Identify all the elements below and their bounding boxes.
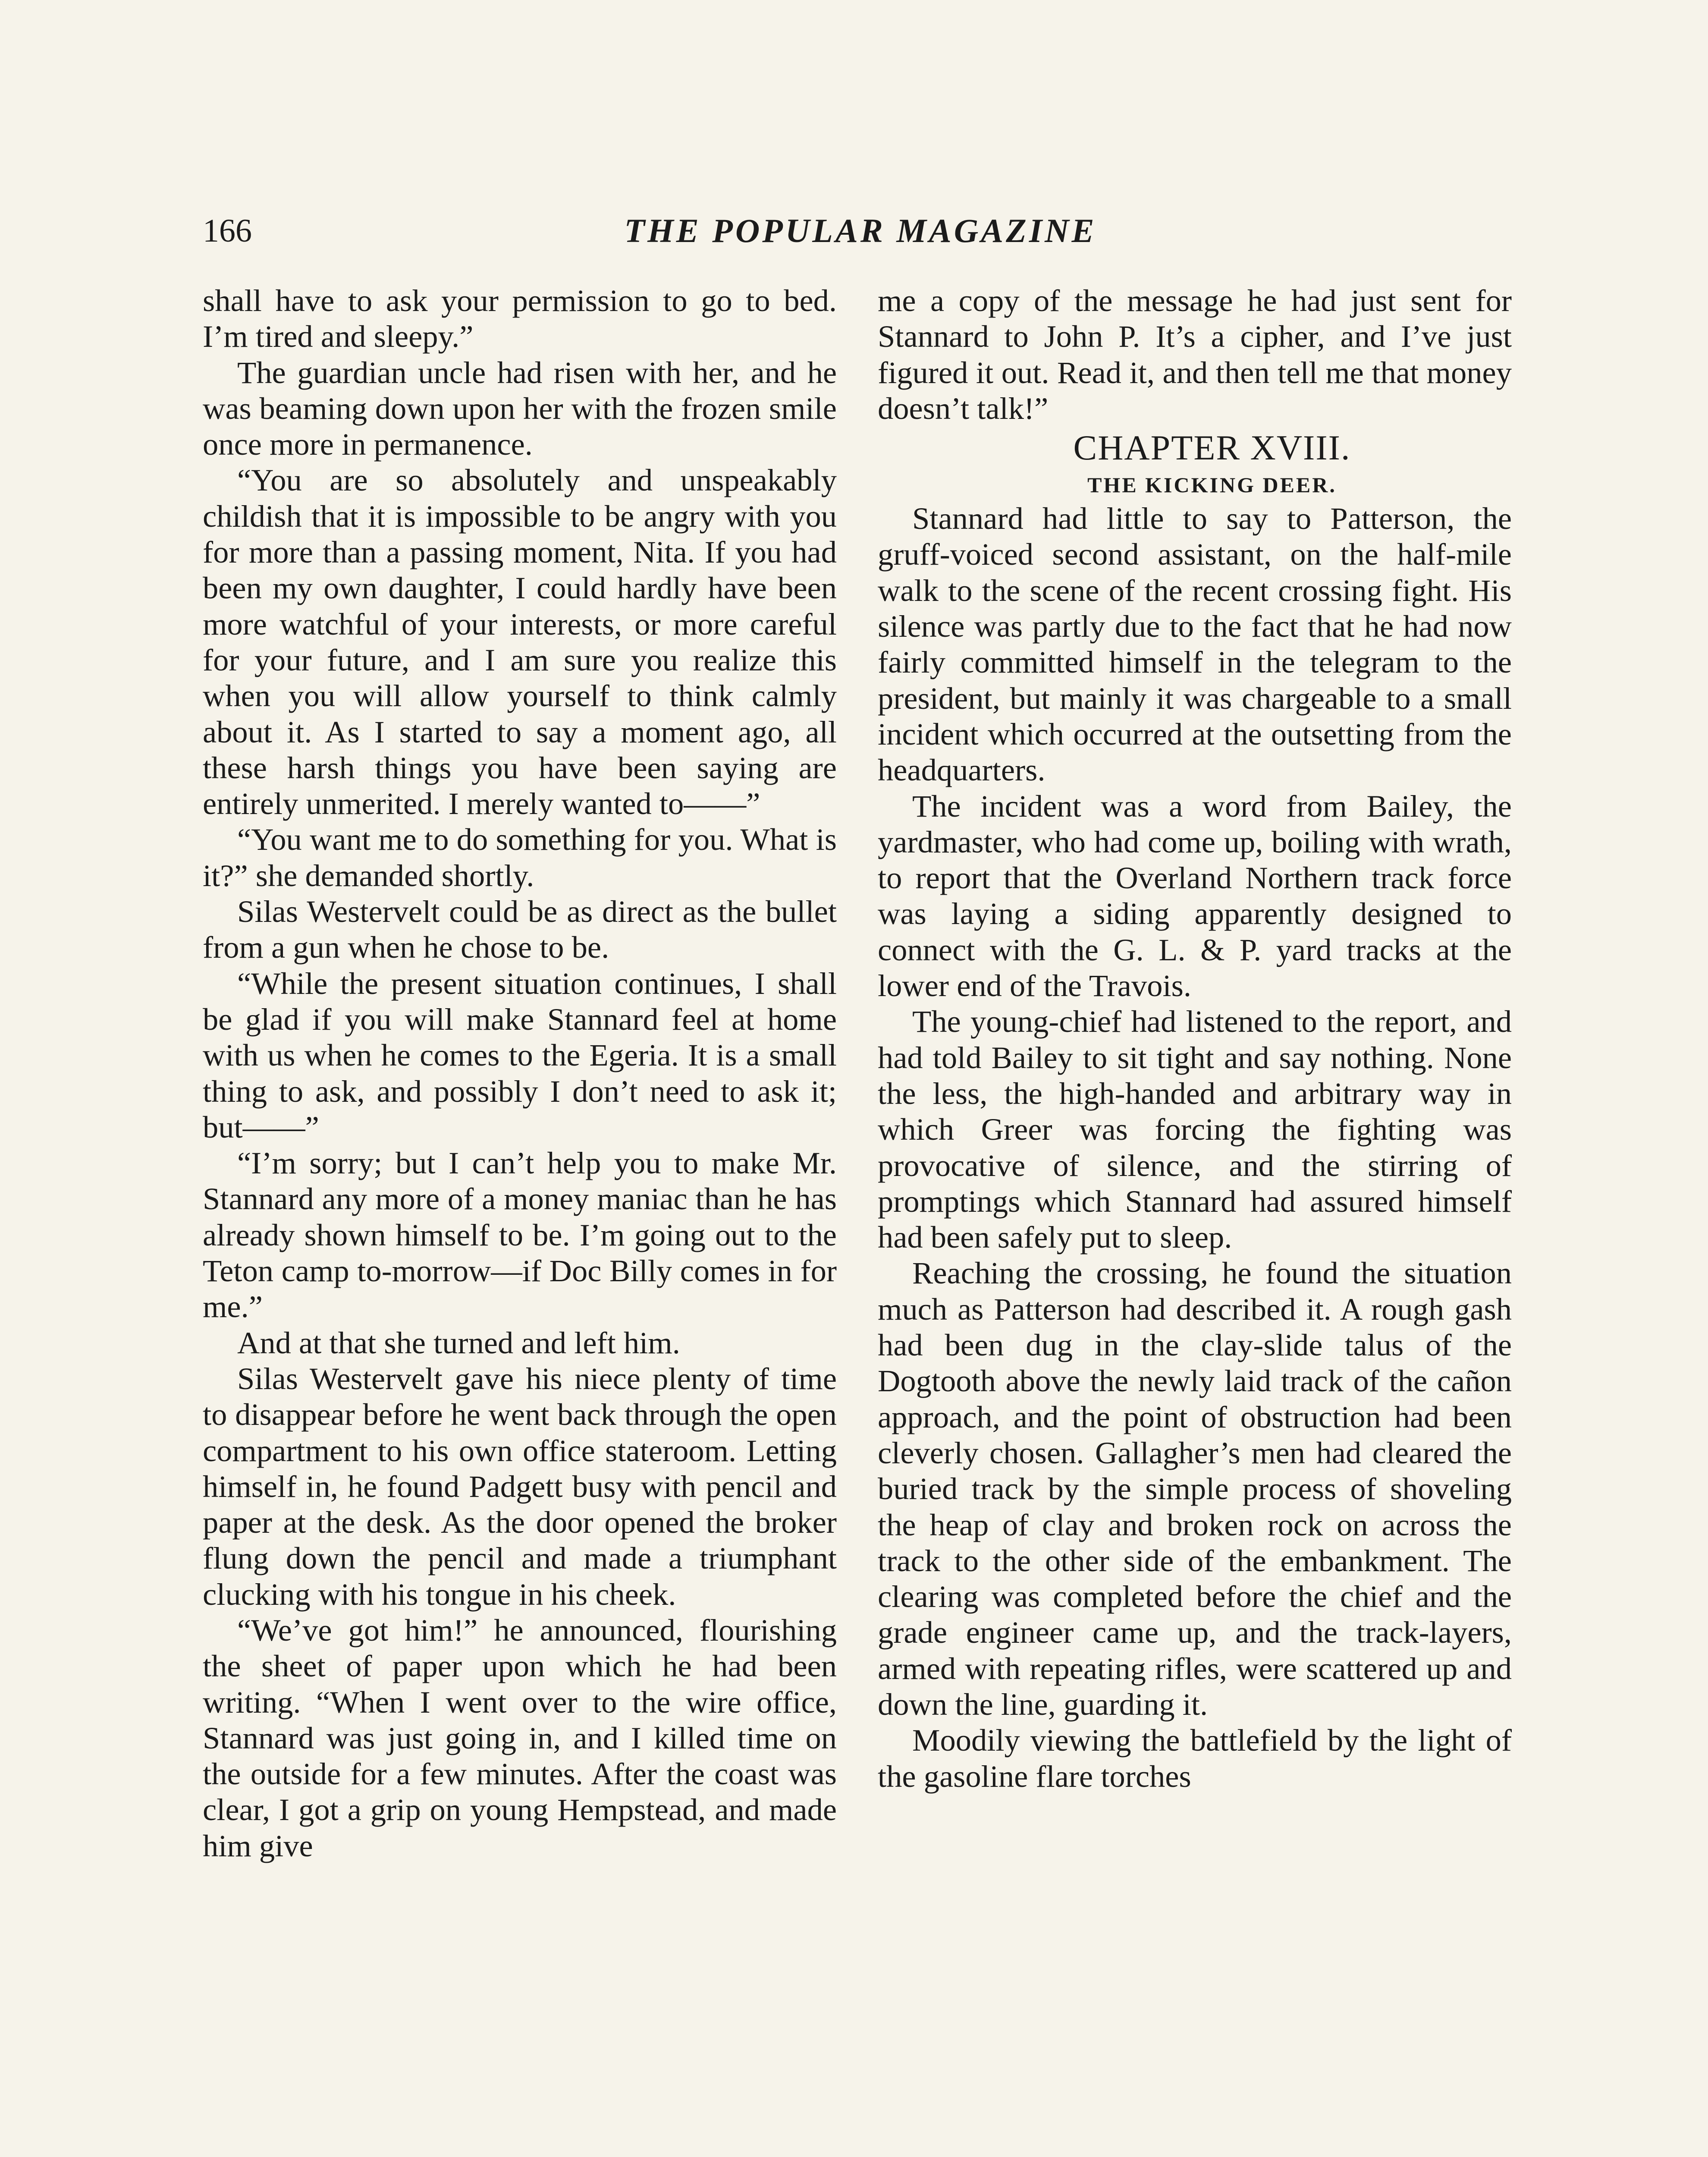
paragraph: me a copy of the message he had just sent for Stannard to John P. It’s a cipher, and I’ve just figured it out. Read it, and then tell me that money doesn’t talk!” (878, 283, 1512, 426)
paragraph: Silas Westervelt gave his niece plenty of time to disappear before he went back through the open compartment to his own office stateroom. Letting himself in, he found Padgett busy with pencil and paper at the desk. As the door opened the broker flung down the pencil and made a triumphant clucking with his tongue in his cheek. (203, 1361, 837, 1612)
paragraph: The guardian uncle had risen with her, and he was beaming down upon her with the frozen smile once more in permanence. (203, 355, 837, 462)
paragraph: The incident was a word from Bailey, the yardmaster, who had come up, boiling with wrath, to report that the Overland Northern track force was laying a siding apparently designed to connect with the G. L. & P. yard tracks at the lower end of the Travois. (878, 788, 1512, 1003)
paragraph: “I’m sorry; but I can’t help you to make Mr. Stannard any more of a money maniac than he has already shown himself to be. I’m going out to the Teton camp to-morrow—if Doc Billy comes in for me.” (203, 1145, 837, 1324)
paragraph: “You want me to do something for you. What is it?” she demanded shortly. (203, 822, 837, 893)
paragraph: Stannard had little to say to Patterson, the gruff-voiced second assistant, on the half-mile walk to the scene of the recent crossing fight. His silence was partly due to the fact that he had now fairly committed himself in the telegram to the president, but mainly it was chargeable to a small incident which occurred at the outsetting from the headquarters. (878, 501, 1512, 788)
page-header (203, 207, 1518, 255)
page-number: 166 (203, 213, 252, 249)
left-column (203, 283, 837, 1864)
paragraph: Reaching the crossing, he found the situation much as Patterson had described it. A rough gash had been dug in the clay-slide talus of the Dogtooth above the newly laid track of the cañon approach, and the point of obstruction had been cleverly chosen. Gallagher’s men had cleared the buried track by the simple process of shoveling the heap of clay and broken rock on across the track to the other side of the embankment. The clearing was completed before the chief and the grade engineer came up, and the track-layers, armed with repeating rifles, were scattered up and down the line, guarding it. (878, 1255, 1512, 1722)
paragraph: “While the present situation continues, I shall be glad if you will make Stannard feel at home with us when he comes to the Egeria. It is a small thing to ask, and possibly I don’t need to ask it; but——” (203, 965, 837, 1145)
paragraph: Moodily viewing the battlefield by the light of the gasoline flare torches (878, 1723, 1512, 1794)
chapter-subtitle: THE KICKING DEER. (1087, 473, 1337, 497)
paragraph: And at that she turned and left him. (237, 1325, 680, 1360)
chapter-title: CHAPTER XVIII. (1073, 428, 1351, 468)
paragraph: “We’ve got him!” he announced, flourishing the sheet of paper upon which he had been writing. “When I went over to the wire office, Stannard was just going in, and I killed time on the outside for a few minutes. After the coast was clear, I got a grip on young Hempstead, and made him give (203, 1612, 837, 1863)
right-column (878, 283, 1512, 1794)
paragraph: The young-chief had listened to the report, and had told Bailey to sit tight and say nothing. None the less, the high-handed and arbitrary way in which Greer was forcing the fighting was provocative of silence, and the stirring of promptings which Stannard had assured himself had been safely put to sleep. (878, 1004, 1512, 1255)
running-head: THE POPULAR MAGAZINE (624, 212, 1097, 249)
paragraph: “You are so absolutely and unspeakably childish that it is impossible to be angry with you for more than a passing moment, Nita. If you had been my own daughter, I could hardly have been more watchful of your interests, or more careful for your future, and I am sure you realize this when you will allow yourself to think calmly about it. As I started to say a moment ago, all these harsh things you have been saying are entirely unmerited. I merely wanted to——” (203, 462, 837, 821)
paragraph: shall have to ask your permission to go to bed. I’m tired and sleepy.” (203, 283, 837, 354)
paragraph: Silas Westervelt could be as direct as the bullet from a gun when he chose to be. (203, 894, 837, 965)
